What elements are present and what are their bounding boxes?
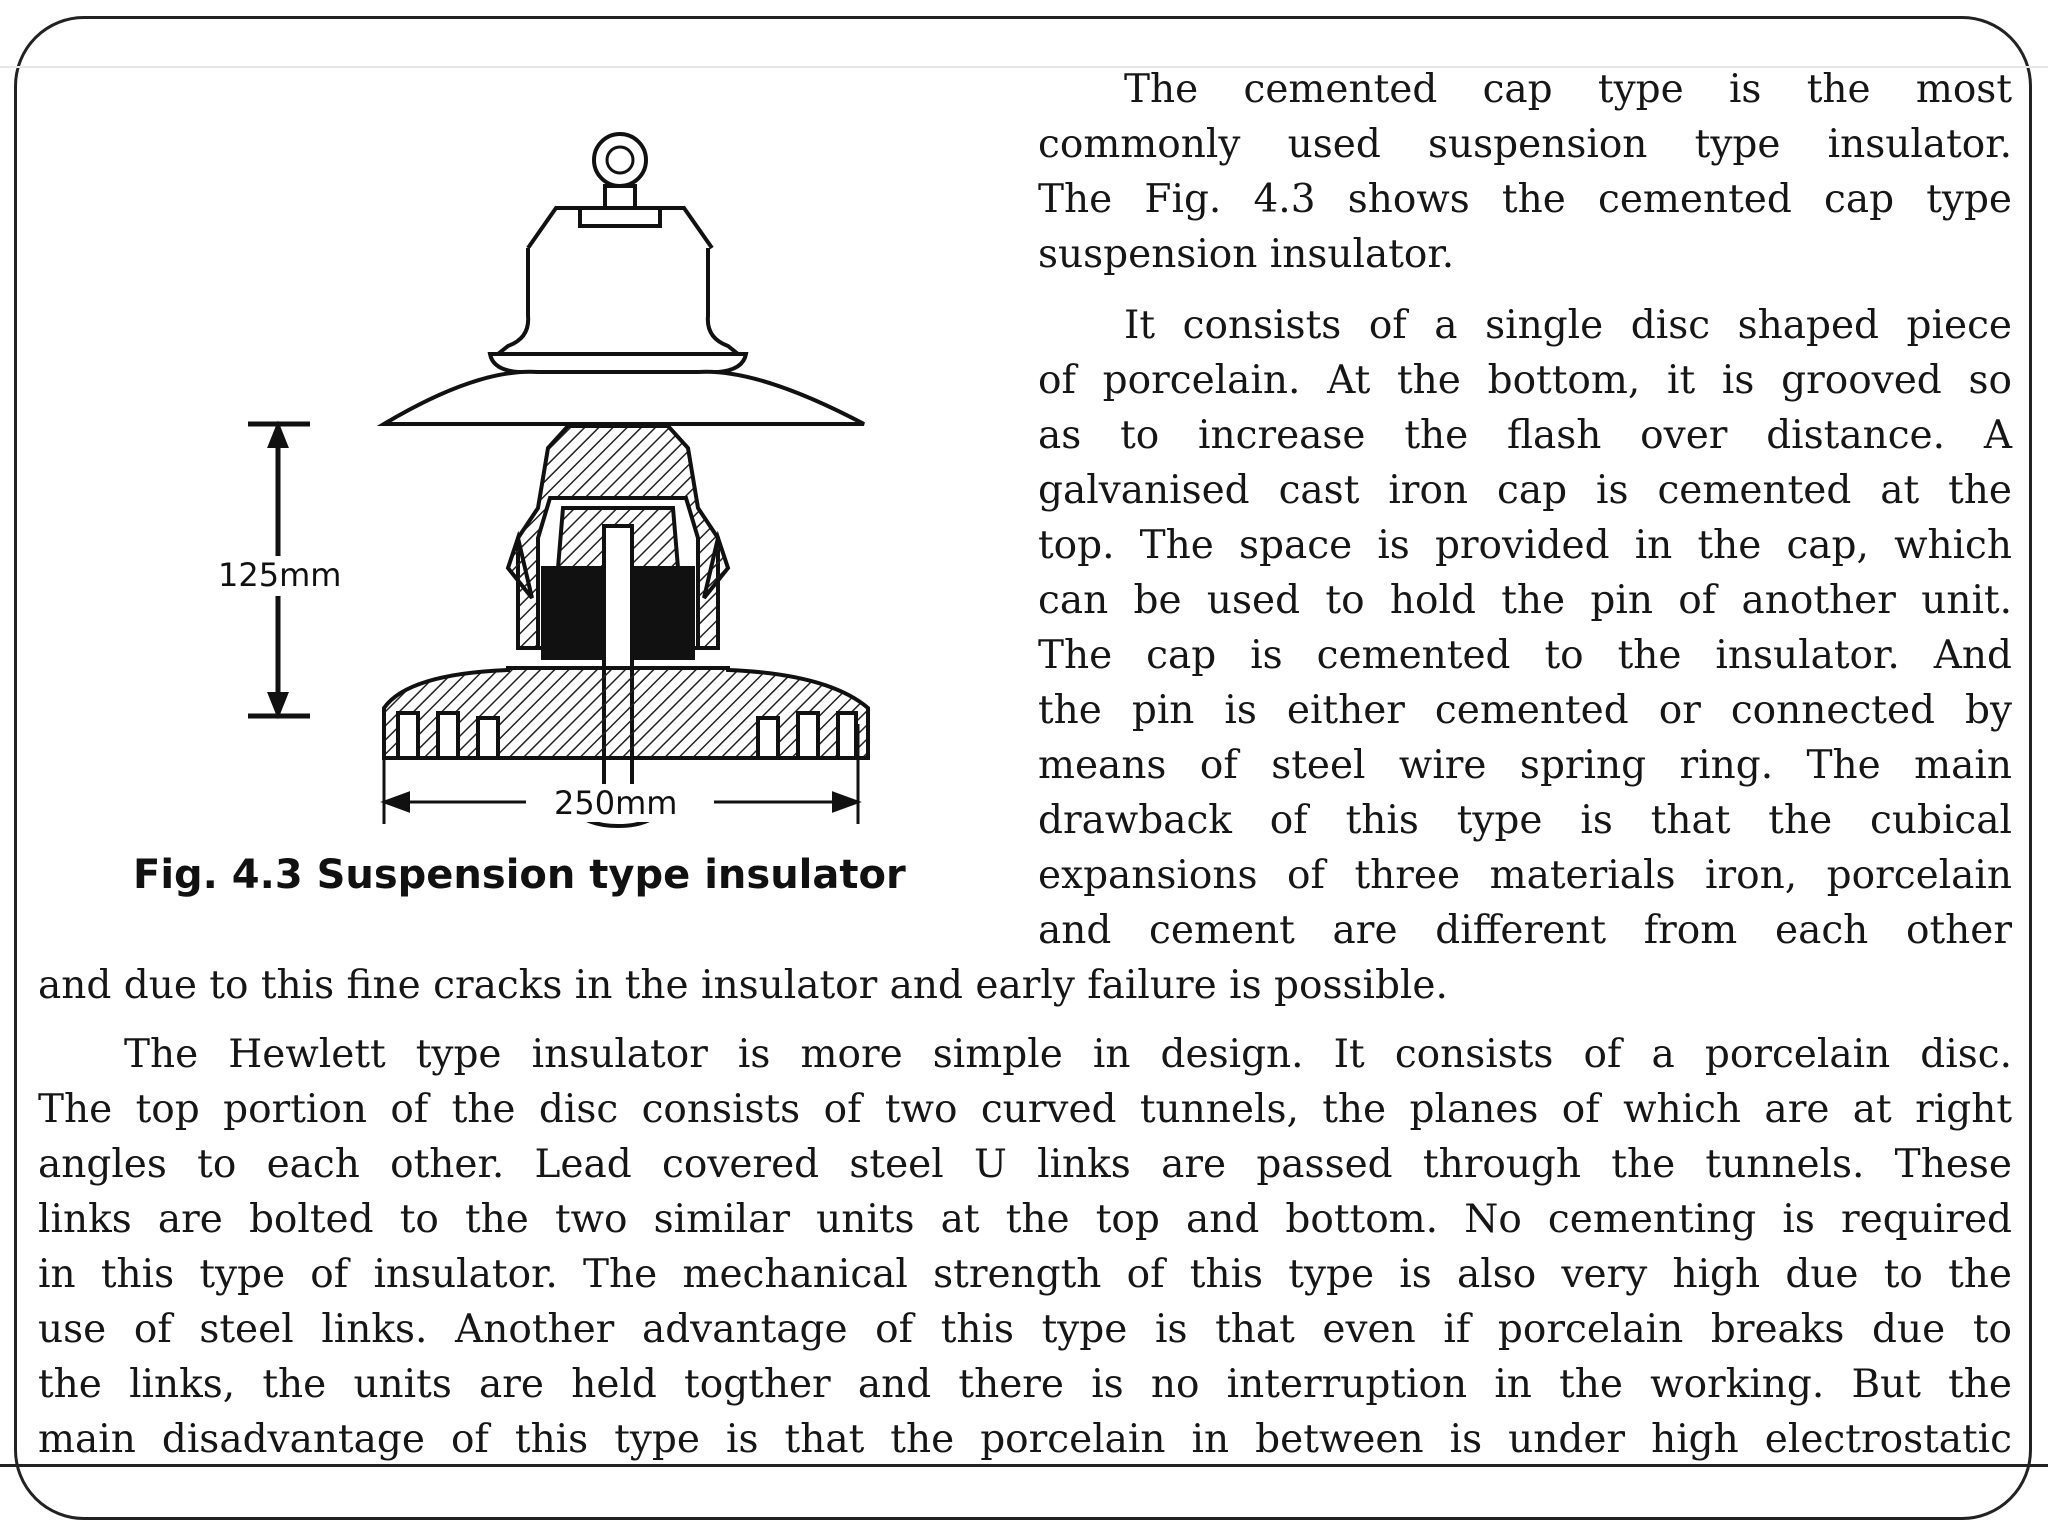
text-line: of porcelain. At the bottom, it is grooved so: [1038, 358, 2012, 403]
text-line: The cap is cemented to the insulator. And: [1038, 633, 2012, 678]
text-line: the links, the units are held togther and there is no interruption in the working. But the: [38, 1362, 2012, 1407]
text-line: top. The space is provided in the cap, which: [1038, 523, 2012, 568]
text-line: commonly used suspension type insulator.: [1038, 122, 2012, 167]
text-line: The Hewlett type insulator is more simple in design. It consists of a porcelain disc.: [124, 1032, 2012, 1077]
text-line: suspension insulator.: [1038, 232, 1455, 277]
text-line: means of steel wire spring ring. The main: [1038, 743, 2012, 788]
height-dimension-label: 125mm: [214, 556, 345, 594]
text-line: galvanised cast iron cap is cemented at the: [1038, 468, 2012, 513]
document-page: [38, 68, 2016, 1464]
text-line: The top portion of the disc consists of two curved tunnels, the planes of which are at right: [38, 1087, 2012, 1132]
text-line: expansions of three materials iron, porcelain: [1038, 853, 2012, 898]
text-line: and due to this fine cracks in the insulator and early failure is possible.: [38, 963, 1448, 1008]
text-line: The cemented cap type is the most: [1124, 68, 2012, 112]
text-line: drawback of this type is that the cubical: [1038, 798, 2012, 843]
text-line: use of steel links. Another advantage of this type is that even if porcelain breaks due to: [38, 1307, 2012, 1352]
text-line: It consists of a single disc shaped piece: [1124, 303, 2012, 348]
width-dimension-label: 250mm: [550, 784, 681, 822]
text-line: main disadvantage of this type is that the porcelain in between is under high electrostatic: [38, 1417, 2012, 1462]
figure-suspension-insulator: [38, 68, 1038, 948]
text-line: and cement are different from each other: [1038, 908, 2012, 953]
text-line: in this type of insulator. The mechanical strength of this type is also very high due to the: [38, 1252, 2012, 1297]
insulator-drawing: [38, 68, 1038, 948]
text-line: the pin is either cemented or connected by: [1038, 688, 2012, 733]
text-line: angles to each other. Lead covered steel U links are passed through the tunnels. These: [38, 1142, 2012, 1187]
text-line: as to increase the flash over distance. A: [1038, 413, 2012, 458]
bottom-divider: [0, 1464, 2048, 1467]
upper-shed: [384, 372, 864, 424]
eye-ring: [594, 134, 646, 186]
text-line: The Fig. 4.3 shows the cemented cap type: [1038, 177, 2012, 222]
figure-caption: Fig. 4.3 Suspension type insulator: [133, 852, 906, 898]
text-line: can be used to hold the pin of another unit.: [1038, 578, 2012, 623]
text-line: links are bolted to the two similar units at the top and bottom. No cementing is required: [38, 1197, 2012, 1242]
